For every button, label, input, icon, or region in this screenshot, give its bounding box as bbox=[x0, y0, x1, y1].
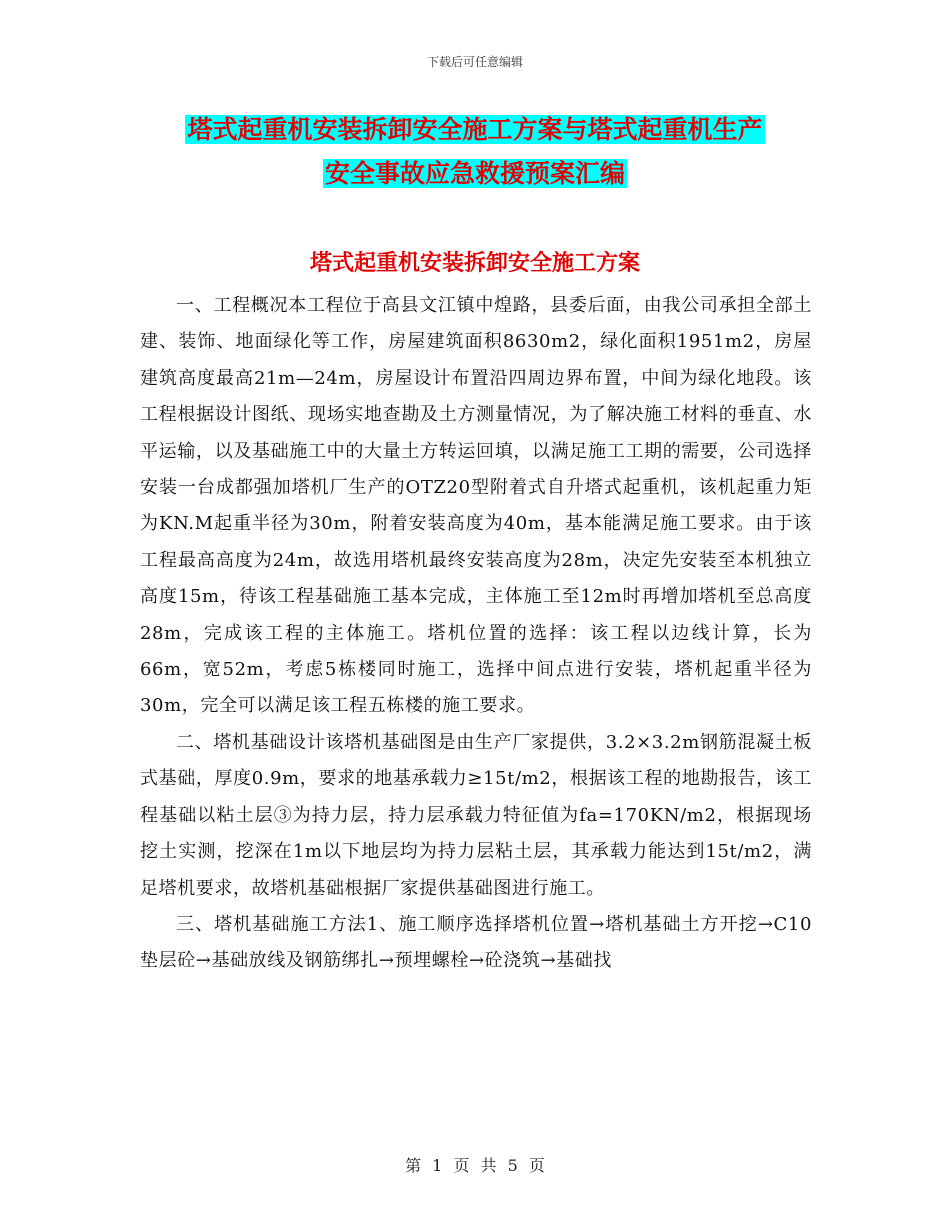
paragraph-construction-method: 三、塔机基础施工方法1、施工顺序选择塔机位置→塔机基础土方开挖→C10垫层砼→基础放线及钢筋绑扎→预埋螺栓→砼浇筑→基础找 bbox=[140, 913, 812, 972]
title-line-2-text: 安全事故应急救援预案汇编 bbox=[324, 159, 625, 188]
title-line-1-text: 塔式起重机安装拆卸安全施工方案与塔式起重机生产 bbox=[187, 115, 763, 144]
document-title-line-2 bbox=[0, 157, 950, 191]
document-title-line-1 bbox=[0, 113, 950, 147]
section-title: 塔式起重机安装拆卸安全施工方案 bbox=[309, 251, 640, 276]
page-footer: 第 1 页 共 5 页 bbox=[405, 1156, 545, 1175]
paragraph-foundation-design: 二、塔机基础设计该塔机基础图是由生产厂家提供，3.2×3.2m钢筋混凝土板式基础，厚度0.9m，要求的地基承载力≥15t/m2，根据该工程的地勘报告，该工程基础以粘土层③为持力层，持力层承载力特征值为fa=170KN/m2，根据现场挖土实测，挖深在1m以下地层均为持力层粘土层，其承载力能达到15t/m2，满足塔机要求，故塔机基础根据厂家提供基础图进行施工。 bbox=[140, 731, 812, 899]
body-text bbox=[140, 288, 812, 980]
header-note: 下载后可任意编辑 bbox=[426, 55, 523, 69]
paragraph-overview: 一、工程概况本工程位于高县文江镇中煌路，县委后面，由我公司承担全部土建、装饰、地面绿化等工作，房屋建筑面积8630m2，绿化面积1951m2，房屋建筑高度最高21m—24m，房屋设计布置沿四周边界布置，中间为绿化地段。该工程根据设计图纸、现场实地查勘及土方测量情况，为了解决施工材料的垂直、水平运输，以及基础施工中的大量土方转运回填，以满足施工工期的需要，公司选择安装一台成都强加塔机厂生产的OTZ20型附着式自升塔式起重机，该机起重力矩为KN.M起重半径为30m，附着安装高度为40m，基本能满足施工要求。由于该工程最高高度为24m，故选用塔机最终安装高度为28m，决定先安装至本机独立高度15m，待该工程基础施工基本完成，主体施工至12m时再增加塔机至总高度28m，完成该工程的主体施工。塔机位置的选择：该工程以边线计算，长为66m，宽52m，考虑5栋楼同时施工，选择中间点进行安装，塔机起重半径为30m，完全可以满足该工程五栋楼的施工要求。 bbox=[140, 295, 812, 717]
